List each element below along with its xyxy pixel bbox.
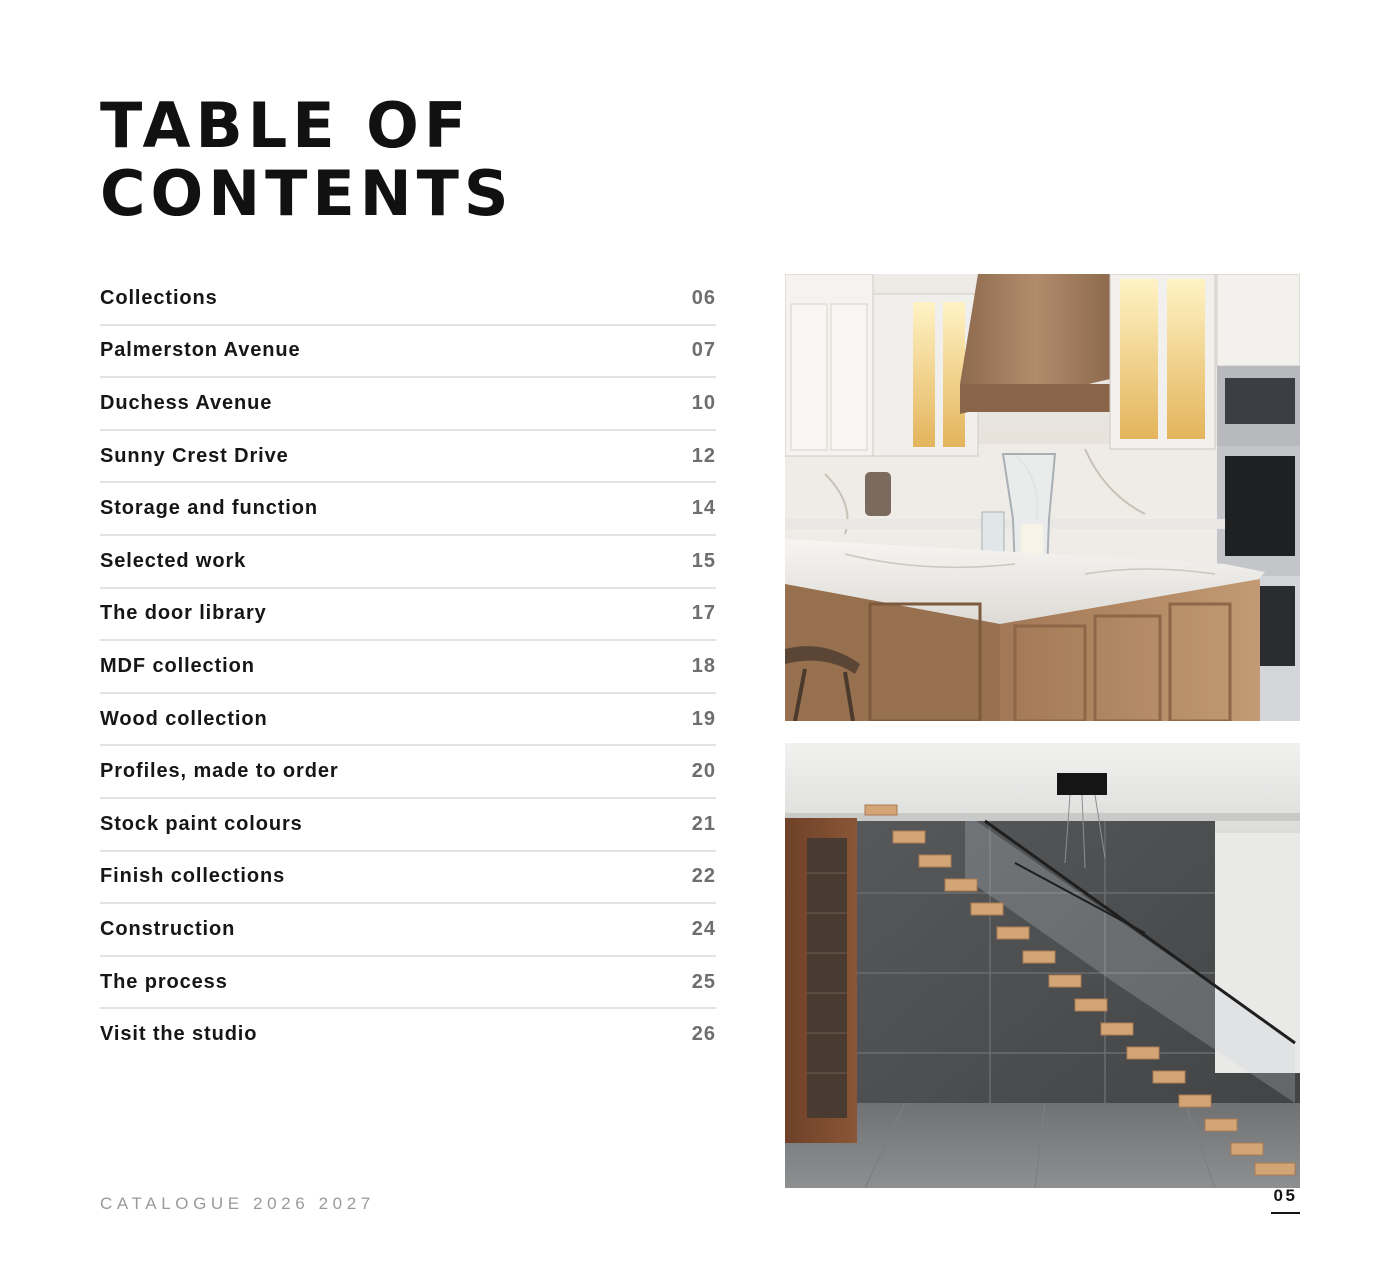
page-title — [100, 89, 514, 230]
toc-entry-label: Palmerston Avenue — [100, 339, 301, 362]
toc-entry-page-number: 20 — [691, 760, 716, 783]
toc-entry-page-number: 19 — [691, 707, 716, 730]
toc-entry-label: MDF collection — [100, 654, 255, 677]
toc-entry-page-number: 06 — [691, 286, 716, 309]
staircase-photo — [785, 743, 1300, 1188]
toc-entry-profiles-made-to-order[interactable] — [100, 746, 716, 799]
toc-entry-label: The door library — [100, 602, 267, 625]
toc-entry-label: Selected work — [100, 549, 247, 572]
toc-entry-label: Visit the studio — [100, 1023, 258, 1046]
toc-entry-the-door-library[interactable] — [100, 589, 716, 642]
table-of-contents — [100, 273, 716, 1060]
toc-entry-label: Collections — [100, 286, 218, 309]
toc-entry-page-number: 15 — [691, 549, 716, 572]
toc-entry-the-process[interactable] — [100, 957, 716, 1010]
toc-entry-label: Finish collections — [100, 865, 286, 888]
toc-entry-page-number: 17 — [691, 602, 716, 625]
toc-entry-label: Duchess Avenue — [100, 391, 273, 414]
toc-entry-selected-work[interactable] — [100, 536, 716, 589]
toc-entry-page-number: 14 — [691, 497, 716, 520]
toc-entry-label: Profiles, made to order — [100, 760, 339, 783]
toc-entry-construction[interactable] — [100, 904, 716, 957]
toc-entry-page-number: 24 — [691, 917, 716, 940]
toc-entry-page-number: 25 — [691, 970, 716, 993]
toc-entry-visit-the-studio[interactable] — [100, 1009, 716, 1060]
toc-entry-label: Storage and function — [100, 497, 318, 520]
page-number: 05 — [1271, 1186, 1300, 1214]
toc-entry-page-number: 26 — [691, 1023, 716, 1046]
toc-entry-page-number: 22 — [691, 865, 716, 888]
toc-entry-mdf-collection[interactable] — [100, 641, 716, 694]
toc-entry-page-number: 21 — [691, 812, 716, 835]
kitchen-photo — [785, 274, 1300, 721]
toc-entry-storage-and-function[interactable] — [100, 483, 716, 536]
catalogue-footer: CATALOGUE 2026 2027 — [100, 1194, 375, 1213]
toc-entry-label: Sunny Crest Drive — [100, 444, 289, 467]
toc-entry-palmerston-avenue[interactable] — [100, 326, 716, 379]
toc-entry-sunny-crest-drive[interactable] — [100, 431, 716, 484]
toc-entry-page-number: 12 — [691, 444, 716, 467]
toc-entry-stock-paint-colours[interactable] — [100, 799, 716, 852]
toc-entry-duchess-avenue[interactable] — [100, 378, 716, 431]
toc-entry-label: Stock paint colours — [100, 812, 303, 835]
toc-entry-finish-collections[interactable] — [100, 852, 716, 905]
toc-entry-collections[interactable] — [100, 273, 716, 326]
page-title-line-2: CONTENTS — [100, 157, 514, 230]
toc-entry-label: The process — [100, 970, 228, 993]
toc-entry-page-number: 18 — [691, 654, 716, 677]
page-title-line-1: TABLE OF — [100, 89, 472, 162]
toc-entry-wood-collection[interactable] — [100, 694, 716, 747]
toc-entry-label: Construction — [100, 917, 236, 940]
toc-entry-page-number: 10 — [691, 391, 716, 414]
toc-entry-page-number: 07 — [691, 339, 716, 362]
toc-entry-label: Wood collection — [100, 707, 268, 730]
